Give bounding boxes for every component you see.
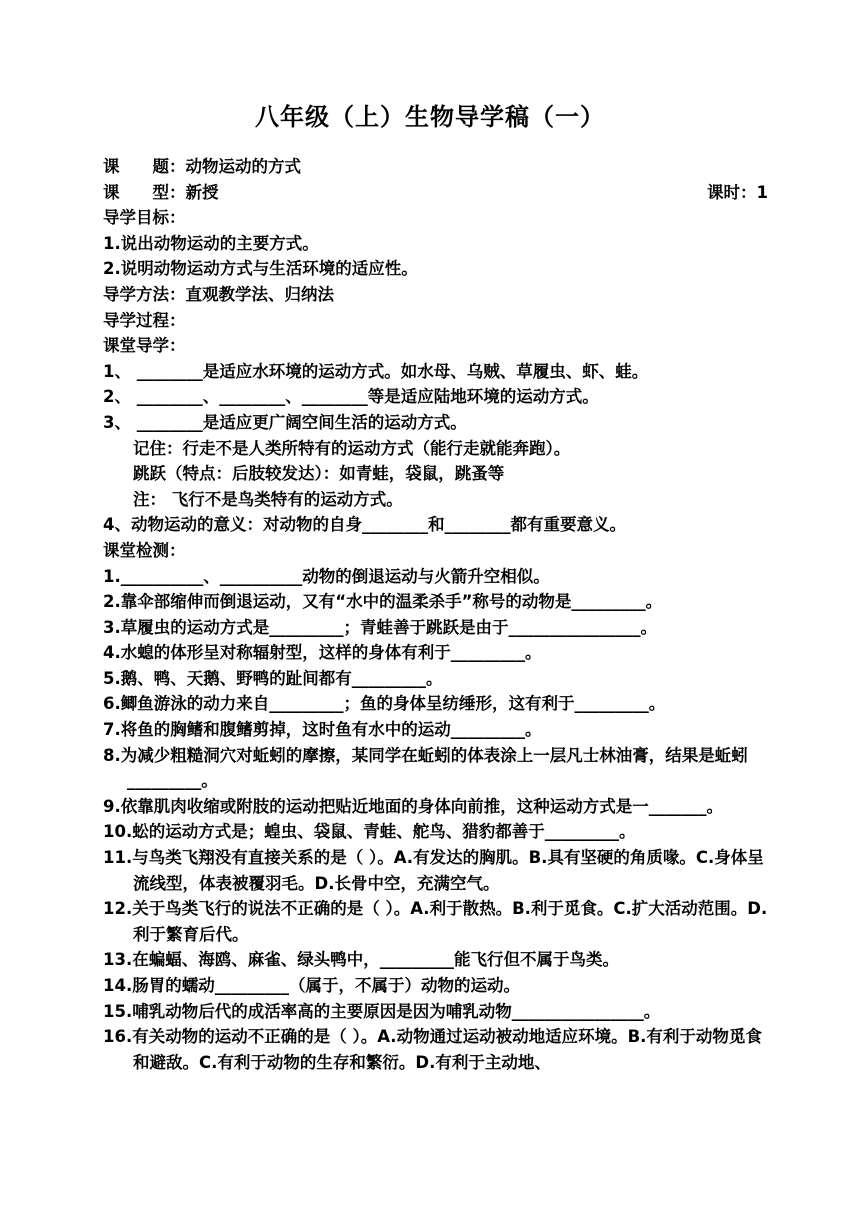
check-item: 16.有关动物的运动不正确的是（ ）。A.动物通过运动被动地适应环境。B.有利于动物觅食和避敌。C.有利于动物的生存和繁衍。D.有利于主动地、 bbox=[103, 1027, 762, 1072]
type-row bbox=[103, 180, 768, 206]
page-title: 八年级（上）生物导学稿（一） bbox=[255, 103, 605, 131]
method-line: 导学方法：直观教学法、归纳法 bbox=[103, 284, 334, 304]
guide-item: 2、 ________、________、________等是适应陆地环境的运动方式。 bbox=[103, 387, 599, 407]
period-label: 课时：1 bbox=[707, 182, 768, 202]
class-guide-heading: 课堂导学： bbox=[103, 336, 186, 356]
check-item: 14.肠胃的蠕动_________（属于，不属于）动物的运动。 bbox=[103, 976, 520, 995]
check-item: 7.将鱼的胸鳍和腹鳍剪掉，这时鱼有水中的运动_________。 bbox=[103, 720, 542, 740]
note-item: 跳跃（特点：后肢较发达）：如青蛙，袋鼠，跳蚤等 bbox=[133, 464, 505, 484]
guide-item: 3、 ________是适应更广阔空间生活的运动方式。 bbox=[103, 412, 467, 432]
check-item: 10.蚣的运动方式是；蝗虫、袋鼠、青蛙、舵鸟、猎豹都善于_________。 bbox=[103, 822, 636, 842]
check-item: 13.在蝙蝠、海鸥、麻雀、绿头鸭中，_________能飞行但不属于鸟类。 bbox=[103, 950, 619, 970]
note-item: 注： 飞行不是鸟类特有的运动方式。 bbox=[133, 489, 403, 509]
goals-heading: 导学目标： bbox=[103, 208, 186, 228]
check-item: 15.哺乳动物后代的成活率高的主要原因是因为哺乳动物________________。 bbox=[103, 1001, 661, 1021]
goal-item: 1.说出动物运动的主要方式。 bbox=[103, 233, 319, 253]
check-item: 2.靠伞部缩伸而倒退运动，又有“水中的温柔杀手”称号的动物是_________。 bbox=[103, 592, 663, 612]
check-item: 6.鲫鱼游泳的动力来自_________；鱼的身体呈纺缍形，这有利于_________。 bbox=[103, 694, 666, 714]
topic-line: 课 题：动物运动的方式 bbox=[103, 157, 301, 176]
type-line: 课 型：新授 bbox=[103, 182, 219, 202]
check-item: 9.依靠肌肉收缩或附肢的运动把贴近地面的身体向前推，这种运动方式是一_______。 bbox=[103, 796, 723, 816]
check-item: 12.关于鸟类飞行的说法不正确的是（ ）。A.利于散热。B.利于觅食。C.扩大活动范围。D.利于繁育后代。 bbox=[103, 899, 768, 944]
check-item: 8.为减少粗糙洞穴对蚯蚓的摩擦，某同学在蚯蚓的体表涂上一层凡士林油膏，结果是蚯蚓_________。 bbox=[103, 745, 748, 791]
note-item: 记住：行走不是人类所特有的运动方式（能行走就能奔跑）。 bbox=[133, 438, 571, 458]
check-item: 1.__________、__________动物的倒退运动与火箭升空相似。 bbox=[103, 566, 550, 586]
check-item: 4.水螅的体形呈对称辐射型，这样的身体有利于_________。 bbox=[103, 643, 542, 663]
check-heading: 课堂检测： bbox=[103, 540, 186, 560]
document-body bbox=[103, 154, 768, 1075]
check-item: 11.与鸟类飞翔没有直接关系的是（ ）。A.有发达的胸肌。B.具有坚硬的角质喙。C.身体呈流线型，体表被覆羽毛。D.长骨中空，充满空气。 bbox=[103, 848, 764, 893]
check-item: 3.草履虫的运动方式是_________；青蛙善于跳跃是由于________________。 bbox=[103, 617, 657, 637]
guide-item: 1、 ________是适应水环境的运动方式。如水母、乌贼、草履虫、虾、蛙。 bbox=[103, 361, 649, 381]
goal-item: 2.说明动物运动方式与生活环境的适应性。 bbox=[103, 259, 418, 279]
check-item: 5.鹅、鸭、天鹅、野鸭的趾间都有_________。 bbox=[103, 668, 443, 688]
guide-item: 4、动物运动的意义：对动物的自身________和________都有重要意义。 bbox=[103, 515, 626, 535]
process-heading: 导学过程： bbox=[103, 310, 186, 330]
